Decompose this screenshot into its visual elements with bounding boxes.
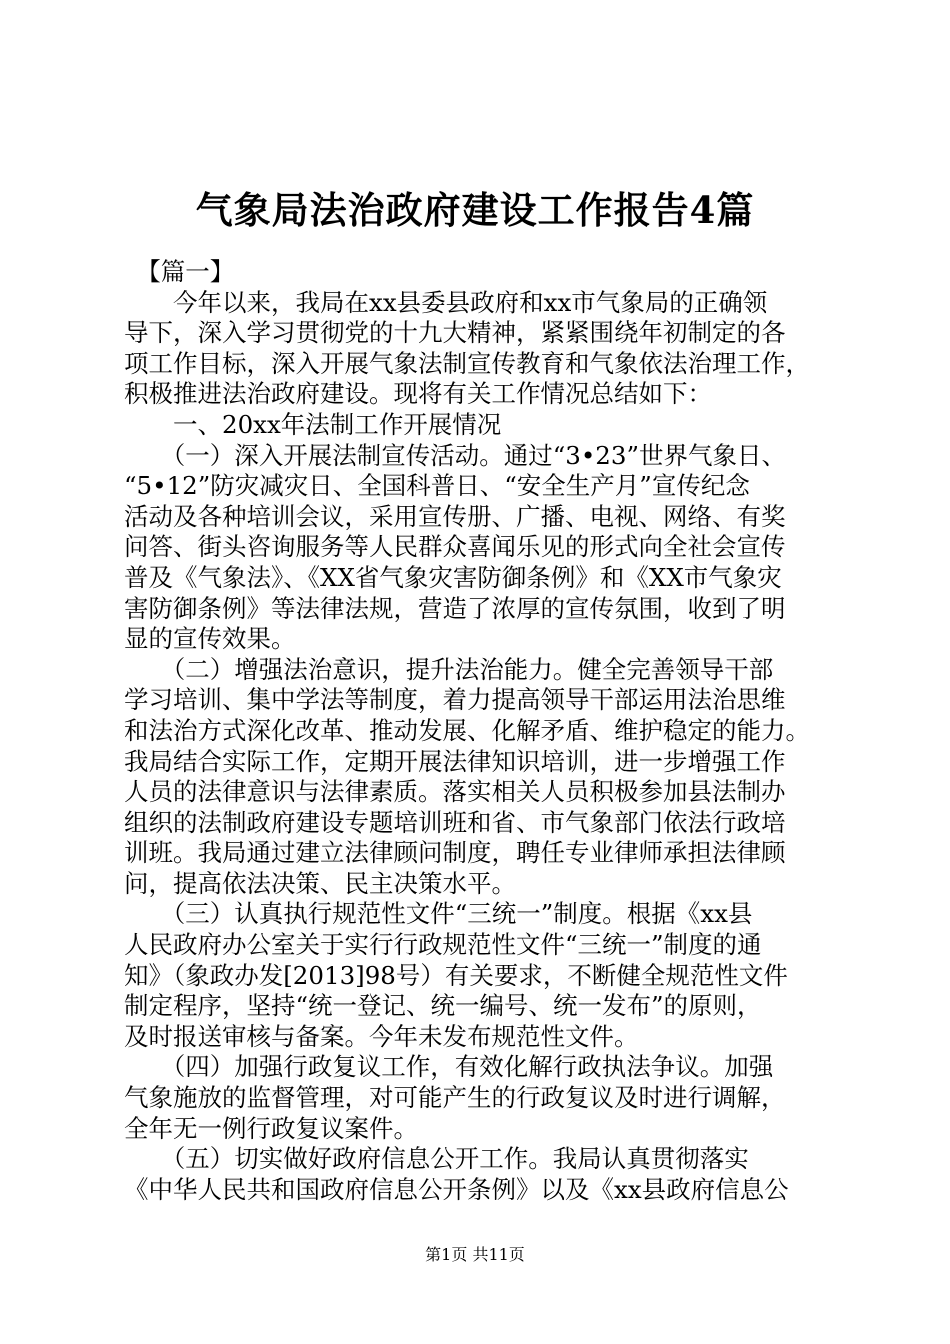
body-line: （三）认真执行规范性文件“三统一”制度。根据《xx县 <box>124 899 753 929</box>
body-line: 组织的法制政府建设专题培训班和省、市气象部门依法行政培 <box>124 807 786 837</box>
body-line: 项工作目标，深入开展气象法制宣传教育和气象依法治理工作， <box>124 348 810 378</box>
document-title: 气象局法治政府建设工作报告4篇 <box>195 188 755 232</box>
body-line: 和法治方式深化改革、推动发展、化解矛盾、维护稳定的能力。 <box>124 715 810 745</box>
section-heading: 【篇一】 <box>124 257 235 286</box>
body-line: 《中华人民共和国政府信息公开条例》以及《xx县政府信息公 <box>124 1174 789 1204</box>
body-line: 今年以来，我局在xx县委县政府和xx市气象局的正确领 <box>124 287 768 317</box>
body-line: （一）深入开展法制宣传活动。通过“3•23”世界气象日、 <box>124 440 787 470</box>
body-line: 问，提高依法决策、民主决策水平。 <box>124 868 516 898</box>
body-line: 人员的法律意识与法律素质。落实相关人员积极参加县法制办 <box>124 777 786 807</box>
body-line: 害防御条例》等法律法规，营造了浓厚的宣传氛围，收到了明 <box>124 593 786 623</box>
body-line: 全年无一例行政复议案件。 <box>124 1113 418 1143</box>
body-line: “5•12”防灾减灾日、全国科普日、“安全生产月”宣传纪念 <box>124 471 750 501</box>
page-number: 第1页 共11页 <box>425 1245 525 1264</box>
document-body <box>124 257 836 1205</box>
subsection-heading: 一、20xx年法制工作开展情况 <box>124 409 502 439</box>
body-line: 我局结合实际工作，定期开展法律知识培训，进一步增强工作 <box>124 746 786 776</box>
body-line: 问答、街头咨询服务等人民群众喜闻乐见的形式向全社会宣传 <box>124 532 786 562</box>
page-footer <box>0 1244 950 1266</box>
body-line: 活动及各种培训会议，采用宣传册、广播、电视、网络、有奖 <box>124 501 786 531</box>
body-line: （四）加强行政复议工作，有效化解行政执法争议。加强 <box>124 1052 774 1082</box>
body-line: 显的宣传效果。 <box>124 624 296 654</box>
body-line: （五）切实做好政府信息公开工作。我局认真贯彻落实 <box>124 1144 749 1174</box>
body-line: 及时报送审核与备案。今年未发布规范性文件。 <box>124 1021 639 1051</box>
body-line: 人民政府办公室关于实行行政规范性文件“三统一”制度的通 <box>124 930 762 960</box>
body-line: 学习培训、集中学法等制度，着力提高领导干部运用法治思维 <box>124 685 786 715</box>
body-line: 普及《气象法》、《XX省气象灾害防御条例》和《XX市气象灾 <box>124 562 782 592</box>
body-line: 积极推进法治政府建设。现将有关工作情况总结如下： <box>124 379 712 409</box>
body-line: 知》（象政办发[2013]98号）有关要求，不断健全规范性文件 <box>124 960 788 990</box>
body-line: 训班。我局通过建立法律顾问制度，聘任专业律师承担法律顾 <box>124 838 786 868</box>
body-line: 导下，深入学习贯彻党的十九大精神，紧紧围绕年初制定的各 <box>124 318 786 348</box>
body-line: （二）增强法治意识，提升法治能力。健全完善领导干部 <box>124 654 774 684</box>
body-line: 制定程序，坚持“统一登记、统一编号、统一发布”的原则， <box>124 991 762 1021</box>
body-line: 气象施放的监督管理，对可能产生的行政复议及时进行调解， <box>124 1083 786 1113</box>
